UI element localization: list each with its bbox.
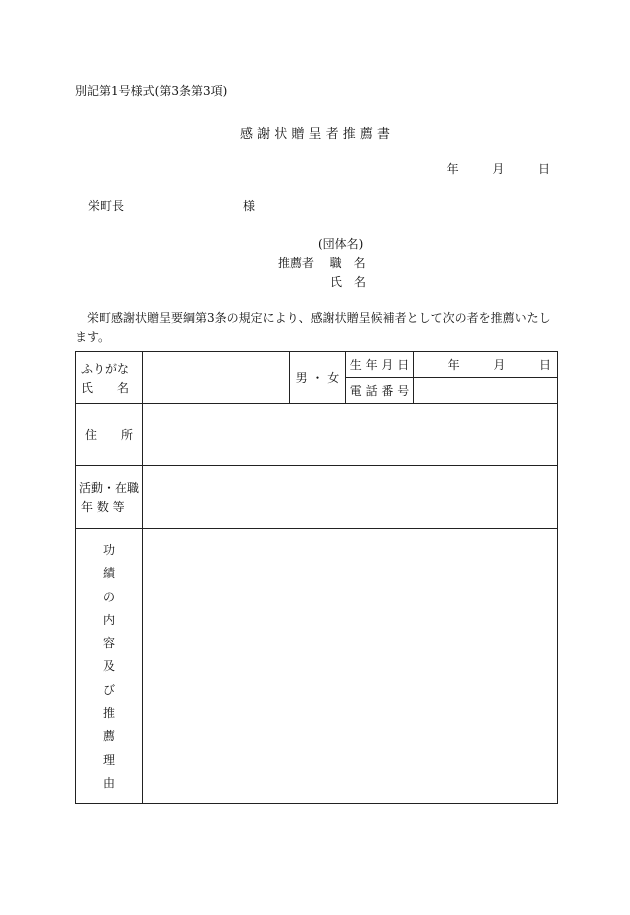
merit-label-char: 及 (102, 659, 115, 674)
body-text: 栄町感謝状贈呈要綱第3条の規定により、感謝状贈呈候補者として次の者を推薦いたします。 (75, 311, 551, 344)
phone-input-cell[interactable] (414, 378, 558, 404)
name-input-cell[interactable] (143, 352, 290, 404)
merit-input-cell[interactable] (143, 529, 558, 804)
merit-label-char: び (102, 682, 115, 697)
merit-label-char: 由 (102, 775, 115, 790)
addressee (88, 197, 256, 214)
activity-label (76, 466, 143, 529)
merit-label-char: 績 (102, 566, 115, 581)
merit-label-char: の (102, 589, 115, 604)
merit-label-char: 薦 (102, 729, 115, 744)
gender-cell[interactable] (290, 352, 346, 404)
phone-label: 電 話 番 号 (346, 378, 414, 404)
birth-year: 年 (447, 358, 460, 372)
merit-label-char: 容 (102, 636, 115, 651)
recommender-position: 職 名 (329, 256, 366, 270)
addressee-honorific: 様 (243, 199, 256, 213)
document-title: 感 謝 状 贈 呈 者 推 薦 書 (239, 127, 391, 142)
merit-label-char: 内 (102, 612, 115, 627)
submission-date (447, 160, 550, 177)
merit-label (76, 529, 143, 804)
merit-label-char: 推 (102, 706, 115, 721)
merit-label-vertical (76, 531, 142, 801)
addressee-name: 栄町長 (88, 199, 125, 213)
date-month: 月 (492, 162, 505, 176)
date-day: 日 (537, 162, 550, 176)
activity-label-line1: 活動・在職 (78, 481, 139, 495)
recommender-position-line (278, 254, 366, 271)
address-input-cell[interactable] (143, 404, 558, 466)
activity-label-line2: 年 数 等 (81, 500, 125, 514)
recommender-name: 氏 名 (330, 275, 367, 289)
name-label: 氏 名 (81, 380, 130, 395)
address-label: 住 所 (76, 404, 143, 466)
birth-day: 日 (538, 358, 551, 372)
activity-input-cell[interactable] (143, 466, 558, 529)
recommender-org: (団体名) (318, 237, 364, 251)
recommender-label: 推薦者 (278, 256, 315, 270)
date-year: 年 (446, 162, 459, 176)
name-label-cell (76, 352, 143, 404)
merit-label-char: 理 (102, 752, 115, 767)
birth-date-label: 生 年 月 日 (346, 352, 414, 378)
birth-date-cell[interactable] (414, 352, 558, 378)
form-number-label: 別記第1号様式(第3条第3項) (75, 84, 228, 98)
gender-options: 男 ・ 女 (295, 371, 340, 385)
birth-month: 月 (493, 358, 506, 372)
recommendation-form-table (75, 351, 558, 804)
merit-label-char: 功 (102, 543, 115, 557)
furigana-label: ふりがな (81, 361, 130, 376)
